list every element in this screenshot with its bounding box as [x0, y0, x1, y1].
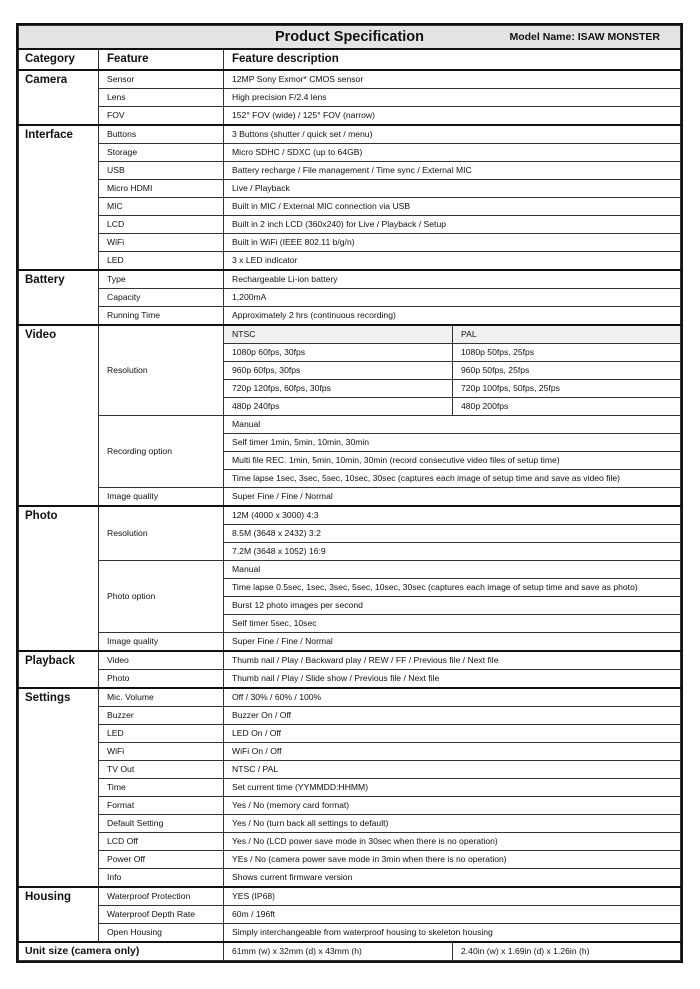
feature-label: USB: [99, 162, 224, 180]
spec-row: [19, 561, 681, 579]
spec-row: [19, 906, 681, 924]
spec-row: [19, 416, 681, 434]
feature-label: LED: [99, 252, 224, 271]
spec-row: [19, 633, 681, 652]
feature-label: Waterproof Depth Rate: [99, 906, 224, 924]
spec-row: [19, 688, 681, 707]
feature-label: LCD: [99, 216, 224, 234]
feature-label: Storage: [99, 144, 224, 162]
spec-row: [19, 924, 681, 943]
ntsc-header: NTSC: [224, 325, 453, 344]
spec-row: [19, 216, 681, 234]
feature-label: WiFi: [99, 234, 224, 252]
spec-row: [19, 851, 681, 869]
spec-row: [19, 833, 681, 851]
pal-value: 480p 200fps: [453, 398, 681, 416]
feature-description: 60m / 196ft: [224, 906, 681, 924]
feature-label: Open Housing: [99, 924, 224, 943]
spec-row: [19, 144, 681, 162]
spec-row: [19, 725, 681, 743]
feature-description: Burst 12 photo images per second: [224, 597, 681, 615]
feature-label: Running Time: [99, 307, 224, 326]
category-label: Camera: [19, 70, 99, 125]
feature-label: Info: [99, 869, 224, 888]
spec-row: [19, 743, 681, 761]
spec-row: [19, 797, 681, 815]
unit-size-imperial: 2.40in (w) x 1.69in (d) x 1.26in (h): [453, 942, 681, 961]
feature-description: Time lapse 0.5sec, 1sec, 3sec, 5sec, 10sec, 30sec (captures each image of setup time and save as photo): [224, 579, 681, 597]
feature-description: Super Fine / Fine / Normal: [224, 633, 681, 652]
spec-row: [19, 307, 681, 326]
spec-row: [19, 506, 681, 525]
feature-label: Lens: [99, 89, 224, 107]
spec-row: [19, 707, 681, 725]
feature-description: 152° FOV (wide) / 125° FOV (narrow): [224, 107, 681, 126]
category-label: Photo: [19, 506, 99, 651]
feature-description: 8.5M (3648 x 2432) 3:2: [224, 525, 681, 543]
feature-label: Mic. Volume: [99, 688, 224, 707]
feature-description: YEs / No (camera power save mode in 3min when there is no operation): [224, 851, 681, 869]
category-label: Battery: [19, 270, 99, 325]
feature-description: Off / 30% / 60% / 100%: [224, 688, 681, 707]
feature-label: Capacity: [99, 289, 224, 307]
category-label: Video: [19, 325, 99, 506]
feature-description: 7.2M (3648 x 1052) 16:9: [224, 543, 681, 561]
unit-size-label: Unit size (camera only): [19, 942, 224, 961]
page-title: Product Specification: [274, 29, 425, 45]
spec-row: [19, 70, 681, 89]
spec-row: [19, 488, 681, 507]
spec-row: [19, 198, 681, 216]
feature-label: Buzzer: [99, 707, 224, 725]
feature-description: Yes / No (memory card format): [224, 797, 681, 815]
feature-description: Approximately 2 hrs (continuous recording): [224, 307, 681, 326]
feature-label: Type: [99, 270, 224, 289]
feature-label: Resolution: [99, 506, 224, 561]
title-row: [19, 26, 681, 50]
pal-value: 960p 50fps, 25fps: [453, 362, 681, 380]
feature-description: NTSC / PAL: [224, 761, 681, 779]
spec-row: [19, 125, 681, 144]
feature-label: LED: [99, 725, 224, 743]
feature-label: Format: [99, 797, 224, 815]
feature-description: Yes / No (LCD power save mode in 30sec when there is no operation): [224, 833, 681, 851]
feature-description: Time lapse 1sec, 3sec, 5sec, 10sec, 30sec (captures each image of setup time and save as video file): [224, 470, 681, 488]
feature-label: Default Setting: [99, 815, 224, 833]
ntsc-value: 1080p 60fps, 30fps: [224, 344, 453, 362]
feature-label: Image quality: [99, 633, 224, 652]
feature-label: FOV: [99, 107, 224, 126]
feature-description: 1,200mA: [224, 289, 681, 307]
category-label: Settings: [19, 688, 99, 887]
pal-header: PAL: [453, 325, 681, 344]
pal-value: 1080p 50fps, 25fps: [453, 344, 681, 362]
feature-description: High precision F/2.4 lens: [224, 89, 681, 107]
model-name: Model Name: ISAW MONSTER: [509, 31, 660, 43]
feature-description: Manual: [224, 416, 681, 434]
feature-description: Thumb nail / Play / Slide show / Previous file / Next file: [224, 670, 681, 689]
spec-row: [19, 234, 681, 252]
feature-description: WiFi On / Off: [224, 743, 681, 761]
spec-row: [19, 270, 681, 289]
category-label: Housing: [19, 887, 99, 942]
pal-value: 720p 100fps, 50fps, 25fps: [453, 380, 681, 398]
ntsc-value: 960p 60fps, 30fps: [224, 362, 453, 380]
feature-description: Self timer 5sec, 10sec: [224, 615, 681, 633]
spec-table: [18, 25, 681, 961]
spec-row: [19, 869, 681, 888]
spec-row: [19, 779, 681, 797]
column-header-feature: Feature: [99, 49, 224, 70]
column-header-category: Category: [19, 49, 99, 70]
feature-description: Battery recharge / File management / Time sync / External MIC: [224, 162, 681, 180]
feature-label: Photo option: [99, 561, 224, 633]
column-header-description: Feature description: [224, 49, 681, 70]
feature-description: Rechargeable Li-ion battery: [224, 270, 681, 289]
spec-row: [19, 815, 681, 833]
spec-row: [19, 325, 681, 344]
spec-row: [19, 651, 681, 670]
spec-row: [19, 89, 681, 107]
category-label: Interface: [19, 125, 99, 270]
feature-label: Video: [99, 651, 224, 670]
spec-row: [19, 252, 681, 271]
feature-description: 12M (4000 x 3000) 4:3: [224, 506, 681, 525]
unit-size-metric: 61mm (w) x 32mm (d) x 43mm (h): [224, 942, 453, 961]
spec-row: [19, 761, 681, 779]
feature-description: Manual: [224, 561, 681, 579]
feature-description: YES (IP68): [224, 887, 681, 906]
spec-row: [19, 162, 681, 180]
feature-label: Recording option: [99, 416, 224, 488]
feature-label: Micro HDMI: [99, 180, 224, 198]
feature-label: WiFi: [99, 743, 224, 761]
feature-label: MIC: [99, 198, 224, 216]
feature-label: Waterproof Protection: [99, 887, 224, 906]
unit-size-row: [19, 942, 681, 961]
spec-sheet: [16, 23, 683, 963]
feature-label: LCD Off: [99, 833, 224, 851]
feature-label: Power Off: [99, 851, 224, 869]
feature-description: 3 x LED indicator: [224, 252, 681, 271]
feature-description: Built in WiFi (IEEE 802.11 b/g/n): [224, 234, 681, 252]
column-header-row: [19, 49, 681, 70]
feature-description: Thumb nail / Play / Backward play / REW / FF / Previous file / Next file: [224, 651, 681, 670]
feature-description: LED On / Off: [224, 725, 681, 743]
feature-description: Simply interchangeable from waterproof housing to skeleton housing: [224, 924, 681, 943]
feature-label: Time: [99, 779, 224, 797]
feature-description: Shows current firmware version: [224, 869, 681, 888]
spec-row: [19, 887, 681, 906]
ntsc-value: 720p 120fps, 60fps, 30fps: [224, 380, 453, 398]
feature-description: Micro SDHC / SDXC (up to 64GB): [224, 144, 681, 162]
ntsc-value: 480p 240fps: [224, 398, 453, 416]
feature-label: Buttons: [99, 125, 224, 144]
spec-row: [19, 107, 681, 126]
feature-label: Resolution: [99, 325, 224, 416]
feature-label: TV Out: [99, 761, 224, 779]
feature-label: Image quality: [99, 488, 224, 507]
feature-description: Set current time (YYMMDD:HHMM): [224, 779, 681, 797]
feature-description: Super Fine / Fine / Normal: [224, 488, 681, 507]
feature-description: Built in 2 inch LCD (360x240) for Live / Playback / Setup: [224, 216, 681, 234]
feature-label: Photo: [99, 670, 224, 689]
feature-description: Buzzer On / Off: [224, 707, 681, 725]
feature-description: 3 Buttons (shutter / quick set / menu): [224, 125, 681, 144]
feature-description: Built in MIC / External MIC connection via USB: [224, 198, 681, 216]
spec-row: [19, 180, 681, 198]
feature-description: Multi file REC. 1min, 5min, 10min, 30min (record consecutive video files of setup time): [224, 452, 681, 470]
category-label: Playback: [19, 651, 99, 688]
feature-description: Yes / No (turn back all settings to default): [224, 815, 681, 833]
spec-row: [19, 670, 681, 689]
feature-description: 12MP Sony Exmor* CMOS sensor: [224, 70, 681, 89]
spec-row: [19, 289, 681, 307]
feature-label: Sensor: [99, 70, 224, 89]
feature-description: Live / Playback: [224, 180, 681, 198]
feature-description: Self timer 1min, 5min, 10min, 30min: [224, 434, 681, 452]
